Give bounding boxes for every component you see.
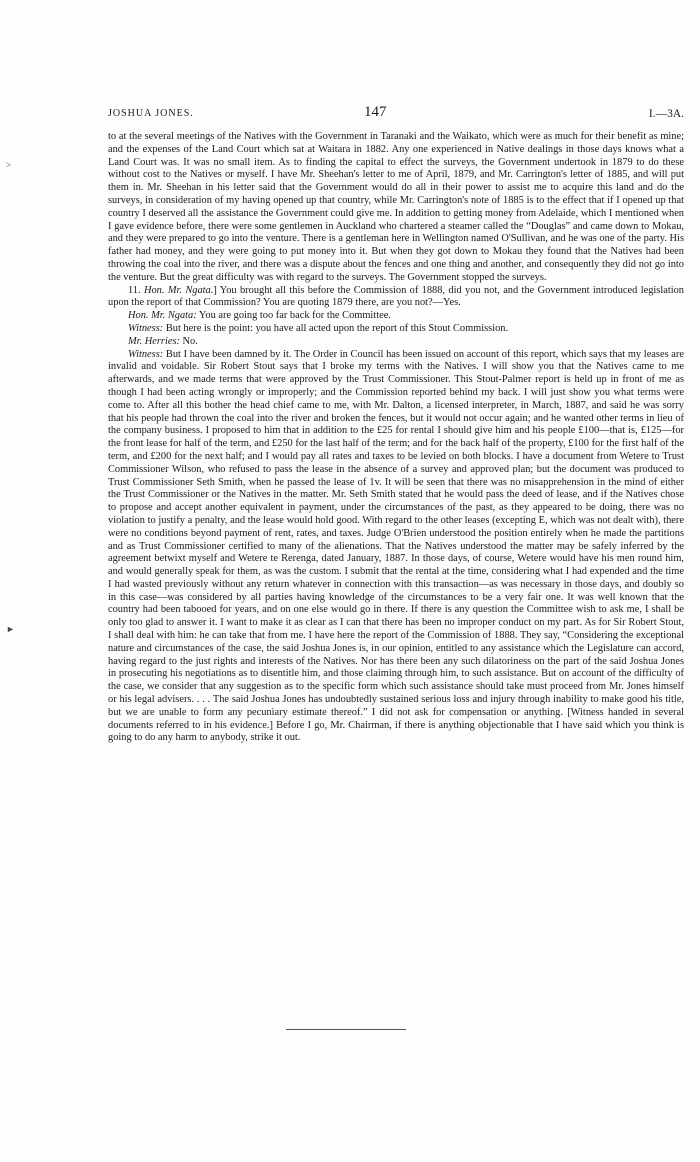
evidence-paragraph — [108, 131, 684, 285]
evidence-paragraph — [108, 323, 684, 336]
closing-rule — [286, 1029, 406, 1030]
evidence-paragraph — [108, 349, 684, 746]
paragraph-text: 11. — [128, 284, 144, 296]
evidence-paragraph — [108, 285, 684, 311]
paragraph-text: to at the several meetings of the Natives with the Government in Taranaki and the Waikato, which were as much for their benefit as mine; and the expenses of the Land Court which sat at Waitara in 1882. Any one experienced in Native dealings in those days knows what a Land Court was. It was no small item. As to finding the capital to effect the surveys, the Government undertook in 1879 to do these without cost to the Natives or myself. I have Mr. Sheehan's letter to me of April, 1879, and Mr. Carrington's letter of 1885, and will put them in. Mr. Sheehan in his letter said that the Government would do all in their power to assist me to acquire this land and do the surveys, in consideration of my having opened up that country, while Mr. Carrington's note of 1885 is to the effect that if I opened up that country I deserved all the assistance the Government could give me. In addition to getting money from Adelaide, which I mentioned when I gave evidence before, there were some gentlemen in Auckland who chartered a steamer called the “Douglas” and came down to Mokau, and they were prepared to go into the venture. There is a gentleman here in Wellington named O'Sullivan, and he was one of the party. His father had money, and they were going to put money into it. But when they got down to Mokau they found that the Natives had been throwing the coal into the river, and there was a dispute about the fences and one thing and another, and consequently they did not go into the venture. But the great difficulty was with regard to the surveys. The Government stopped the surveys. — [108, 131, 684, 283]
page-header — [108, 104, 684, 124]
page-number: 147 — [364, 104, 387, 120]
evidence-paragraph — [108, 336, 684, 349]
margin-mark-bottom: ► — [6, 624, 15, 634]
evidence-text — [108, 131, 684, 745]
running-head: JOSHUA JONES. — [108, 108, 194, 119]
speaker-label: Witness: — [128, 348, 164, 360]
speaker-label: Hon. Mr. Ngata: — [128, 310, 197, 322]
paragraph-text: But here is the point: you have all acted upon the report of this Stout Commission. — [163, 322, 509, 334]
paragraph-text: You are going too far back for the Committee. — [196, 310, 391, 322]
speaker-label: Mr. Herries: — [128, 335, 180, 347]
speaker-label: Witness: — [128, 322, 164, 334]
speaker-label: Hon. Mr. Ngata. — [143, 284, 214, 296]
paragraph-text: No. — [179, 335, 198, 347]
parliamentary-paper-ref: I.—3A. — [648, 108, 684, 120]
evidence-paragraph — [108, 310, 684, 323]
margin-mark-top: > — [6, 160, 12, 170]
paragraph-text: But I have been damned by it. The Order in Council has been issued on account of this report, which says that my leases are invalid and voidable. Sir Robert Stout says that I broke my terms with the Natives. I will show you that the Natives came to me afterwards, and we made terms that were approved by the Trust Commissioner. This Stout-Palmer report is held up in front of me as though I had been acting wrongly or improperly; and the Commission reported behind my back. I will just show you what terms were come to. After all this bother the head chief came to me, with Mr. Dalton, a licensed interpreter, in March, 1887, and said he was sorry that his people had thrown the coal into the river and broken the fences, but it would not occur again; and he wanted other terms in lieu of the company business. I proposed to him that in addition to the £25 for rental I should give him and his people £100—that is, £125—for the front lease for half of the term, and £250 for the last half of the term; and for the back half of the property, £100 for the first half of the term, and £200 for the next half; and I would pay all rates and taxes to be levied on both blocks. I have a document from Wetere to Trust Commissioner Wilson, who refused to pass the lease in the absence of a survey and approved plan; but the document was produced to Trust Commissioner Seth Smith, when he passed the lease of 1v. It will be seen that there was no misapprehension in the mind of either the Trust Commissioner or the Natives in the matter. Mr. Seth Smith stated that he would pass the deed of lease, and if the Natives chose to propose and accept another equivalent in payment, under the circumstances of the past, as they appeared to be doing, there was no violation to justify a penalty, and the lease would hold good. With regard to the other leases (excepting E, which was not dealt with), there were no conditions beyond payment of rent, rates, and taxes. Judge O'Brien understood the position entirely when he made the partitions and as Trust Commissioner certified to many of the alienations. That the Natives understood the matter may be safely inferred by the agreement betwixt myself and Wetere te Rerenga, dated January, 1887. In those days, of course, Wetere would have his men round him, and would generally speak for them, as was the custom. I submit that the rental at the time, considering what I had expended and the time I had wasted previously without any return whatever in connection with this transaction—as was necessary in those days, and doubly so in this case—was considered by all parties having knowledge of the circumstances to be a very fair one. It was well known that the country had been tabooed for years, and on one else would go in there. If there is any question the Committee wish to ask me, I shall be only too glad to answer it. I want to make it as clear as I can that there has been no improper conduct on my part. As for Sir Robert Stout, I shall deal with him: he can take that from me. I have here the report of the Commission of 1888. They say, “Considering the exceptional nature and circumstances of the case, the said Joshua Jones is, in our opinion, entitled to any assistance which the Legislature can accord, having regard to the just rights and interests of the Natives. Nor has there been any such dilatoriness on the part of the said Joshua Jones in prosecuting his negotiations as to disentitle him, and those claiming through him, to such assistance. But on account of the difficulty of the case, we consider that any suggestion as to the specific form which such assistance should take must proceed from Mr. Jones himself or his legal advisers. . . . The said Joshua Jones has undoubtedly sustained serious loss and injury through inability to make good his title, but we are unable to form any pecuniary estimate thereof.” I did not ask for compensation or anything. [Witness handed in several documents referred to in his evidence.] Before I go, Mr. Chairman, if there is anything objectionable that I have said which you think is going to do any harm to anybody, strike it out. — [108, 348, 684, 744]
paragraph-text: ] You brought all this before the Commission of 1888, did you not, and the Government introduced legislation upon the report of that Commission? You are quoting 1879 there, are you not?—Yes. — [108, 284, 684, 309]
